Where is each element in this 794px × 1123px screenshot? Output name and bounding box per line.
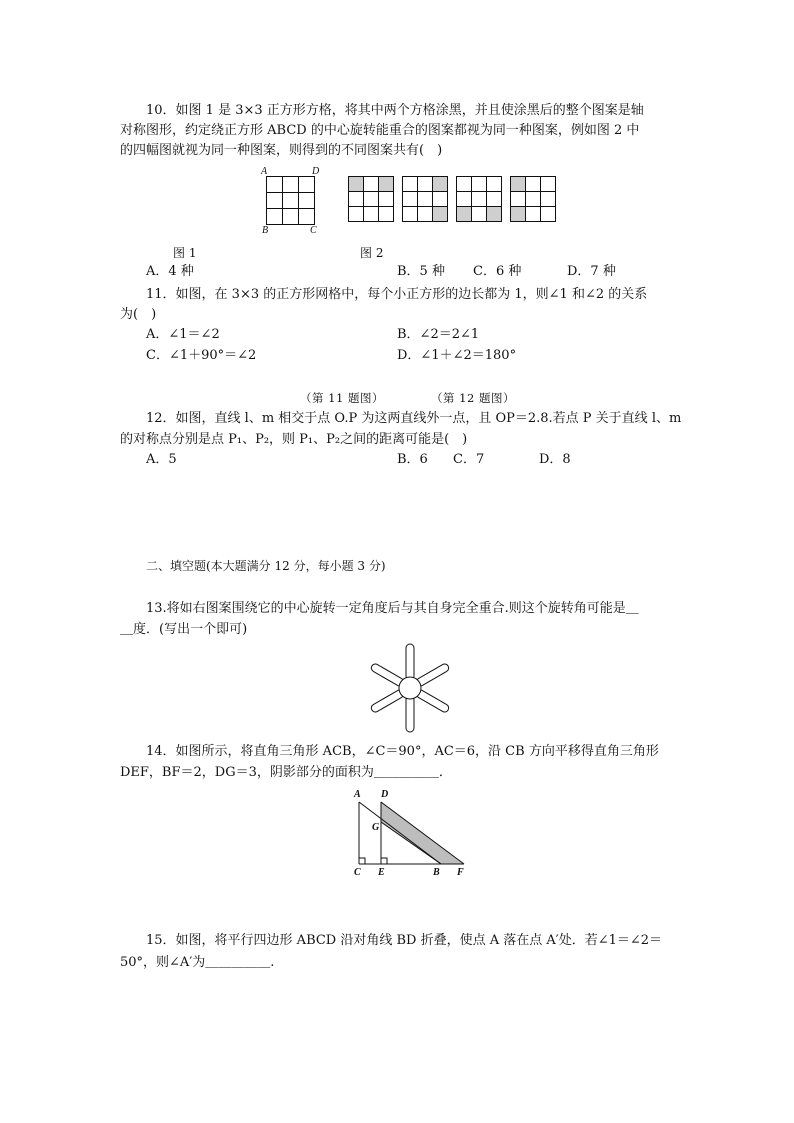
q10-line-3: 的四幅图就视为同一种图案，则得到的不同图案共有( ) — [120, 143, 443, 158]
q11-option-b[interactable]: B．∠2＝2∠1 — [397, 327, 480, 342]
q11-line-2: 为( ) — [120, 307, 157, 322]
q12-option-a[interactable]: A．5 — [146, 452, 177, 467]
q10-figure-2-caption: 图 2 — [360, 246, 384, 260]
q14-label-e: E — [378, 867, 385, 878]
q11-figure-caption: （第 11 题图） — [300, 391, 384, 405]
q11-option-a[interactable]: A．∠1＝∠2 — [146, 327, 220, 342]
q15-line-2: 50°，则∠A′为＿＿＿＿＿. — [120, 955, 275, 970]
q13-line-1: 13.将如右图案围绕它的中心旋转一定角度后与其自身完全重合.则这个旋转角可能是＿ — [146, 601, 639, 616]
q10-figure-1-grid — [266, 176, 316, 225]
section-2-title: 二、填空题(本大题满分 12 分，每小题 3 分) — [146, 559, 386, 573]
q10-vertex-b: B — [262, 225, 269, 236]
q13-line-2: ＿度．(写出一个即可) — [120, 622, 248, 637]
q11-option-c[interactable]: C．∠1＋90°＝∠2 — [146, 348, 257, 363]
q10-figure-2-grids — [348, 176, 558, 226]
q12-option-b[interactable]: B．6 — [397, 452, 428, 467]
q10-line-2: 对称图形，约定绕正方形 ABCD 的中心旋转能重合的图案都视为同一种图案，例如图 2 中 — [120, 123, 640, 138]
q11-line-1: 11．如图，在 3×3 的正方形网格中，每个小正方形的边长都为 1，则∠1 和∠2 的关系 — [146, 287, 648, 302]
q10-line-1: 10．如图 1 是 3×3 正方形方格，将其中两个方格涂黑，并且使涂黑后的整个图案是轴 — [146, 103, 644, 118]
q15-line-1: 15．如图，将平行四边形 ABCD 沿对角线 BD 折叠，使点 A 落在点 A′处．若∠1＝∠2＝ — [146, 933, 663, 948]
q10-vertex-d: D — [312, 166, 320, 177]
q14-triangle-figure — [356, 800, 468, 866]
q14-label-b: B — [433, 867, 440, 878]
q14-label-f: F — [457, 867, 464, 878]
q12-option-c[interactable]: C．7 — [453, 452, 485, 467]
q14-label-a: A — [354, 789, 361, 800]
q14-line-1: 14．如图所示，将直角三角形 ACB，∠C＝90°，AC＝6，沿 CB 方向平移得直角三角形 — [146, 744, 659, 759]
q13-pinwheel-figure — [364, 642, 456, 734]
q10-vertex-c: C — [310, 225, 317, 236]
q12-option-d[interactable]: D．8 — [539, 452, 571, 467]
q11-option-d[interactable]: D．∠1＋∠2＝180° — [397, 348, 517, 363]
q10-option-d[interactable]: D．7 种 — [567, 264, 616, 279]
q10-option-c[interactable]: C．6 种 — [473, 264, 522, 279]
q12-line-1: 12．如图，直线 l、m 相交于点 O.P 为这两直线外一点，且 OP＝2.8.若点 P 关于直线 l、m — [146, 411, 682, 426]
q10-vertex-a: A — [261, 166, 268, 177]
q12-figure-caption: （第 12 题图） — [431, 391, 515, 405]
q12-line-2: 的对称点分别是点 P₁、P₂，则 P₁、P₂之间的距离可能是( ) — [120, 432, 468, 447]
q14-label-g: G — [372, 822, 380, 833]
q14-line-2: DEF，BF＝2，DG＝3，阴影部分的面积为＿＿＿＿＿． — [120, 765, 452, 780]
q10-option-b[interactable]: B．5 种 — [397, 264, 445, 279]
q14-label-d: D — [381, 789, 389, 800]
q10-option-a[interactable]: A．4 种 — [146, 264, 194, 279]
q10-figure-1-caption: 图 1 — [173, 246, 197, 260]
q14-label-c: C — [354, 867, 361, 878]
